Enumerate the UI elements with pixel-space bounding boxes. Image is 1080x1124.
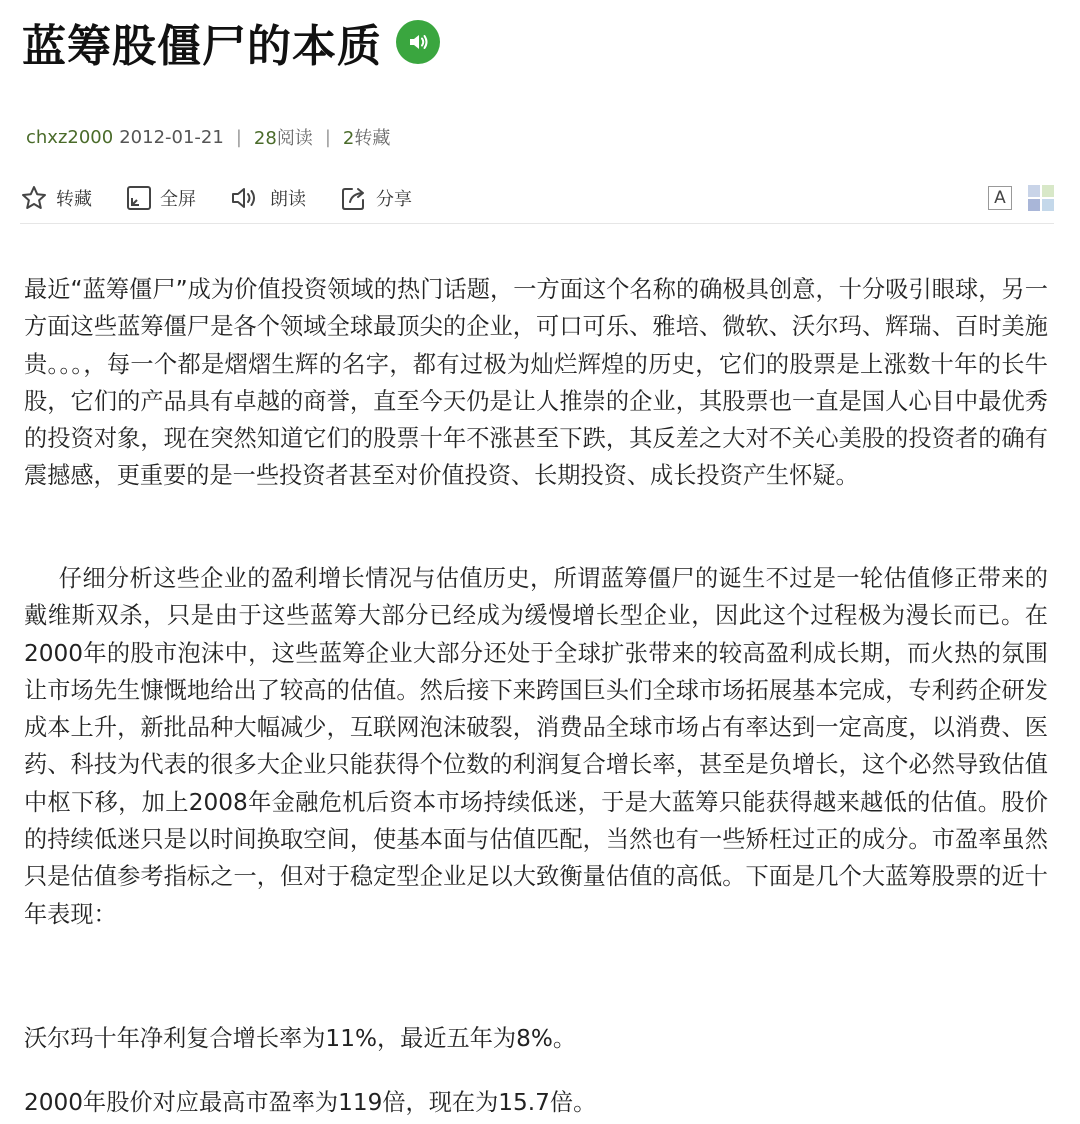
fullscreen-button[interactable] bbox=[126, 185, 196, 211]
star-icon bbox=[20, 184, 48, 212]
title-row bbox=[22, 12, 440, 72]
meta-separator: | bbox=[324, 126, 331, 148]
theme-color-button[interactable] bbox=[1028, 185, 1054, 211]
paragraph: 2000年股价对应最高市盈率为119倍，现在为15.7倍。 bbox=[24, 1089, 597, 1116]
publish-date: 2012-01-21 bbox=[119, 126, 224, 148]
meta-separator: | bbox=[235, 126, 242, 148]
fullscreen-label: 全屏 bbox=[160, 188, 196, 210]
favorite-count-value: 2 bbox=[342, 128, 355, 149]
share-button[interactable] bbox=[340, 184, 412, 212]
theme-swatch bbox=[1042, 199, 1054, 211]
favorite-label: 转藏 bbox=[56, 188, 92, 210]
article-title: 蓝筹股僵尸的本质 bbox=[22, 21, 382, 72]
speaker-icon bbox=[405, 29, 431, 55]
font-size-button[interactable]: A bbox=[988, 186, 1012, 210]
fullscreen-icon bbox=[126, 185, 152, 211]
speaker-outline-icon bbox=[230, 185, 262, 211]
paragraph: 沃尔玛十年净利复合增长率为11%，最近五年为8%。 bbox=[24, 1025, 577, 1052]
share-label: 分享 bbox=[376, 188, 412, 210]
read-count-value: 28 bbox=[253, 128, 277, 149]
paragraph: 最近“蓝筹僵尸”成为价值投资领域的热门话题，一方面这个名称的确极具创意，十分吸引眼球，另一方面这些蓝筹僵尸是各个领域全球最顶尖的企业，可口可乐、雅培、微软、沃尔玛、辉瑞、百时美施贵。。。，每一个都是熠熠生辉的名字，都有过极为灿烂辉煌的历史，它们的股票是上涨数十年的长牛股，它们的产品具有卓越的商誉，直至今天仍是让人推崇的企业，其股票也一直是国人心目中最优秀的投资对象，现在突然知道它们的股票十年不涨甚至下跌，其反差之大对不关心美股的投资者的确有震撼感，更重要的是一些投资者甚至对价值投资、长期投资、成长投资产生怀疑。 bbox=[24, 276, 1048, 490]
paragraph: 仔细分析这些企业的盈利增长情况与估值历史，所谓蓝筹僵尸的诞生不过是一轮估值修正带来的戴维斯双杀，只是由于这些蓝筹大部分已经成为缓慢增长型企业，因此这个过程极为漫长而已。在2000年的股市泡沫中，这些蓝筹企业大部分还处于全球扩张带来的较高盈利成长期，而火热的氛围让市场先生慷慨地给出了较高的估值。然后接下来跨国巨头们全球市场拓展基本完成，专利药企研发成本上升，新批品种大幅减少，互联网泡沫破裂，消费品全球市场占有率达到一定高度，以消费、医药、科技为代表的很多大企业只能获得个位数的利润复合增长率，甚至是负增长，这个必然导致估值中枢下移，加上2008年金融危机后资本市场持续低迷，于是大蓝筹只能获得越来越低的估值。股价的持续低迷只是以时间换取空间，使基本面与估值匹配，当然也有一些矫枉过正的成分。市盈率虽然只是估值参考指标之一，但对于稳定型企业足以大致衡量估值的高低。下面是几个大蓝筹股票的近十年表现： bbox=[24, 565, 1048, 928]
article-meta bbox=[26, 124, 390, 150]
share-icon bbox=[340, 184, 368, 212]
author-link[interactable]: chxz2000 bbox=[26, 126, 114, 148]
favorite-count-label: 转藏 bbox=[354, 128, 391, 149]
theme-swatch bbox=[1028, 185, 1040, 197]
toolbar-right bbox=[988, 185, 1054, 211]
theme-swatch bbox=[1042, 185, 1054, 197]
favorite-count bbox=[343, 124, 390, 150]
favorite-button[interactable] bbox=[20, 184, 92, 212]
read-count bbox=[254, 124, 313, 150]
read-aloud-label: 朗读 bbox=[270, 188, 306, 210]
read-title-button[interactable] bbox=[396, 20, 440, 64]
article-toolbar bbox=[20, 180, 1054, 224]
read-count-label: 阅读 bbox=[276, 128, 313, 149]
theme-swatch bbox=[1028, 199, 1040, 211]
read-aloud-button[interactable] bbox=[230, 185, 306, 211]
